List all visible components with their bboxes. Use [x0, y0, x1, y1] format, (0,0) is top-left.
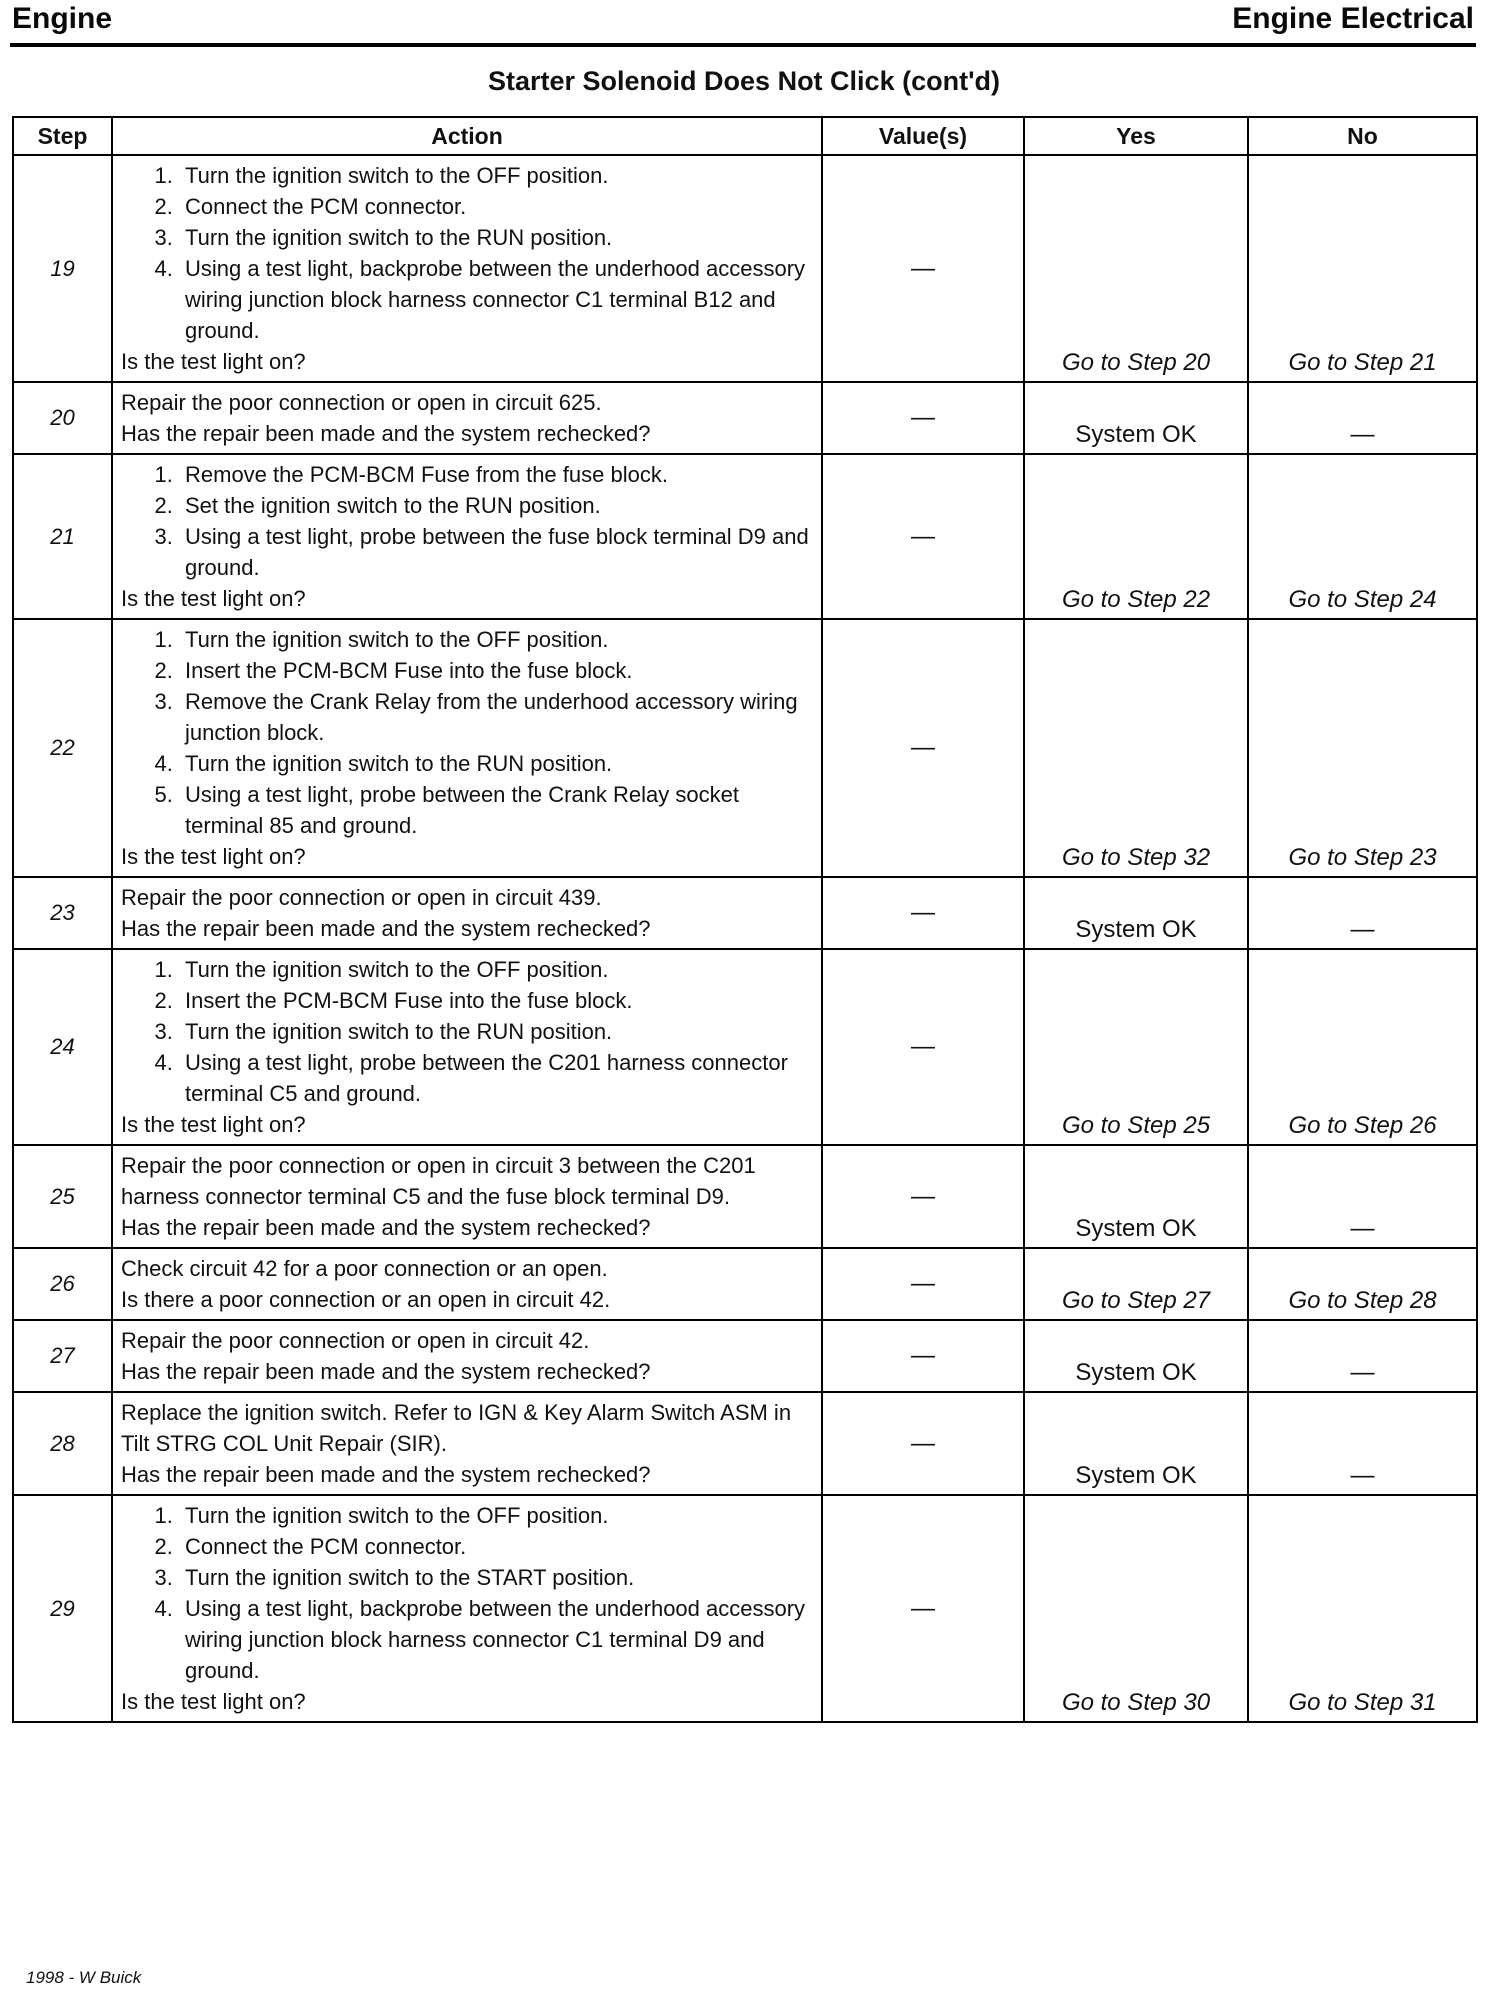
- no-cell: Go to Step 24: [1248, 454, 1477, 619]
- no-cell: Go to Step 26: [1248, 949, 1477, 1145]
- yes-cell: Go to Step 32: [1024, 619, 1248, 877]
- table-row: [13, 1145, 1477, 1248]
- action-question: Has the repair been made and the system rechecked?: [121, 1215, 651, 1240]
- col-header-action: Action: [112, 117, 822, 155]
- yes-cell: Go to Step 20: [1024, 155, 1248, 382]
- step-number: 27: [13, 1320, 112, 1392]
- header-section-title: Engine: [12, 2, 113, 35]
- action-text: Repair the poor connection or open in circuit 42.: [121, 1328, 590, 1353]
- action-step: 5. Using a test light, probe between the Crank Relay socket terminal 85 and ground.: [179, 779, 813, 841]
- no-cell: —: [1248, 1145, 1477, 1248]
- action-step: 2. Set the ignition switch to the RUN position.: [179, 490, 813, 521]
- table-title: Starter Solenoid Does Not Click (cont'd): [488, 66, 1000, 96]
- action-question: Has the repair been made and the system rechecked?: [121, 421, 651, 446]
- header-chapter-title: Engine Electrical: [1232, 2, 1474, 35]
- step-number: 22: [13, 619, 112, 877]
- action-step: 4. Using a test light, probe between the C201 harness connector terminal C5 and ground.: [179, 1047, 813, 1109]
- diagnostic-table: [12, 116, 1478, 1723]
- no-cell: Go to Step 28: [1248, 1248, 1477, 1320]
- action-step: 1. Turn the ignition switch to the OFF position.: [179, 624, 813, 655]
- action-cell: [112, 1495, 822, 1722]
- yes-cell: System OK: [1024, 877, 1248, 949]
- action-question: Has the repair been made and the system rechecked?: [121, 1462, 651, 1487]
- header-rule: [10, 43, 1476, 47]
- table-row: [13, 877, 1477, 949]
- action-cell: [112, 877, 822, 949]
- step-number: 28: [13, 1392, 112, 1495]
- action-step: 2. Connect the PCM connector.: [179, 191, 813, 222]
- action-question: Is the test light on?: [121, 1689, 306, 1714]
- yes-cell: Go to Step 25: [1024, 949, 1248, 1145]
- step-number: 26: [13, 1248, 112, 1320]
- action-question: Is the test light on?: [121, 349, 306, 374]
- yes-cell: Go to Step 27: [1024, 1248, 1248, 1320]
- table-row: [13, 1495, 1477, 1722]
- page-footer: 1998 - W Buick: [26, 1968, 142, 1987]
- table-row: [13, 619, 1477, 877]
- step-number: 23: [13, 877, 112, 949]
- step-number: 21: [13, 454, 112, 619]
- action-step: 3. Turn the ignition switch to the START position.: [179, 1562, 813, 1593]
- table-row: [13, 949, 1477, 1145]
- action-step: 1. Remove the PCM-BCM Fuse from the fuse block.: [179, 459, 813, 490]
- action-cell: [112, 155, 822, 382]
- action-cell: [112, 949, 822, 1145]
- action-steps: [121, 160, 813, 346]
- step-number: 20: [13, 382, 112, 454]
- no-cell: —: [1248, 1320, 1477, 1392]
- action-question: Is there a poor connection or an open in circuit 42.: [121, 1287, 611, 1312]
- yes-cell: System OK: [1024, 1145, 1248, 1248]
- yes-cell: System OK: [1024, 1320, 1248, 1392]
- page-header: [10, 0, 1476, 46]
- action-step: 1. Turn the ignition switch to the OFF position.: [179, 954, 813, 985]
- value-cell: —: [822, 1145, 1024, 1248]
- no-cell: —: [1248, 1392, 1477, 1495]
- action-text: Check circuit 42 for a poor connection or an open.: [121, 1256, 608, 1281]
- no-cell: Go to Step 21: [1248, 155, 1477, 382]
- action-question: Is the test light on?: [121, 586, 306, 611]
- table-row: [13, 382, 1477, 454]
- yes-cell: System OK: [1024, 1392, 1248, 1495]
- table-row: [13, 1392, 1477, 1495]
- action-step: 1. Turn the ignition switch to the OFF position.: [179, 1500, 813, 1531]
- action-step: 4. Turn the ignition switch to the RUN position.: [179, 748, 813, 779]
- table-row: [13, 155, 1477, 382]
- action-question: Is the test light on?: [121, 844, 306, 869]
- action-text: Repair the poor connection or open in circuit 439.: [121, 885, 602, 910]
- no-cell: Go to Step 23: [1248, 619, 1477, 877]
- col-header-no: No: [1248, 117, 1477, 155]
- action-cell: [112, 382, 822, 454]
- action-step: 1. Turn the ignition switch to the OFF position.: [179, 160, 813, 191]
- action-question: Has the repair been made and the system rechecked?: [121, 916, 651, 941]
- action-step: 4. Using a test light, backprobe between the underhood accessory wiring junction block harness connector C1 terminal B12 and ground.: [179, 253, 813, 346]
- action-question: Has the repair been made and the system rechecked?: [121, 1359, 651, 1384]
- action-steps: [121, 459, 813, 583]
- step-number: 24: [13, 949, 112, 1145]
- no-cell: —: [1248, 382, 1477, 454]
- action-text: Repair the poor connection or open in circuit 625.: [121, 390, 602, 415]
- action-step: 4. Using a test light, backprobe between the underhood accessory wiring junction block harness connector C1 terminal D9 and ground.: [179, 1593, 813, 1686]
- yes-cell: Go to Step 30: [1024, 1495, 1248, 1722]
- value-cell: —: [822, 619, 1024, 877]
- yes-cell: System OK: [1024, 382, 1248, 454]
- no-cell: —: [1248, 877, 1477, 949]
- yes-cell: Go to Step 22: [1024, 454, 1248, 619]
- action-text: Repair the poor connection or open in circuit 3 between the C201 harness connector terminal C5 and the fuse block terminal D9.: [121, 1153, 756, 1209]
- value-cell: —: [822, 1320, 1024, 1392]
- col-header-yes: Yes: [1024, 117, 1248, 155]
- action-step: 3. Turn the ignition switch to the RUN position.: [179, 222, 813, 253]
- action-steps: [121, 624, 813, 841]
- table-header-row: [13, 117, 1477, 155]
- value-cell: —: [822, 1248, 1024, 1320]
- table-row: [13, 1320, 1477, 1392]
- col-header-value: Value(s): [822, 117, 1024, 155]
- action-step: 3. Turn the ignition switch to the RUN position.: [179, 1016, 813, 1047]
- action-step: 3. Remove the Crank Relay from the underhood accessory wiring junction block.: [179, 686, 813, 748]
- table-row: [13, 454, 1477, 619]
- step-number: 25: [13, 1145, 112, 1248]
- action-cell: [112, 1248, 822, 1320]
- value-cell: —: [822, 1495, 1024, 1722]
- action-question: Is the test light on?: [121, 1112, 306, 1137]
- table-row: [13, 1248, 1477, 1320]
- action-text: Replace the ignition switch. Refer to IGN & Key Alarm Switch ASM in Tilt STRG COL Unit Repair (SIR).: [121, 1400, 792, 1456]
- action-step: 2. Insert the PCM-BCM Fuse into the fuse block.: [179, 985, 813, 1016]
- action-cell: [112, 454, 822, 619]
- action-step: 2. Insert the PCM-BCM Fuse into the fuse block.: [179, 655, 813, 686]
- action-steps: [121, 954, 813, 1109]
- value-cell: —: [822, 877, 1024, 949]
- step-number: 29: [13, 1495, 112, 1722]
- action-cell: [112, 1320, 822, 1392]
- value-cell: —: [822, 155, 1024, 382]
- value-cell: —: [822, 454, 1024, 619]
- step-number: 19: [13, 155, 112, 382]
- col-header-step: Step: [13, 117, 112, 155]
- action-step: 3. Using a test light, probe between the fuse block terminal D9 and ground.: [179, 521, 813, 583]
- value-cell: —: [822, 382, 1024, 454]
- action-cell: [112, 1145, 822, 1248]
- value-cell: —: [822, 1392, 1024, 1495]
- value-cell: —: [822, 949, 1024, 1145]
- action-step: 2. Connect the PCM connector.: [179, 1531, 813, 1562]
- action-steps: [121, 1500, 813, 1686]
- action-cell: [112, 619, 822, 877]
- action-cell: [112, 1392, 822, 1495]
- no-cell: Go to Step 31: [1248, 1495, 1477, 1722]
